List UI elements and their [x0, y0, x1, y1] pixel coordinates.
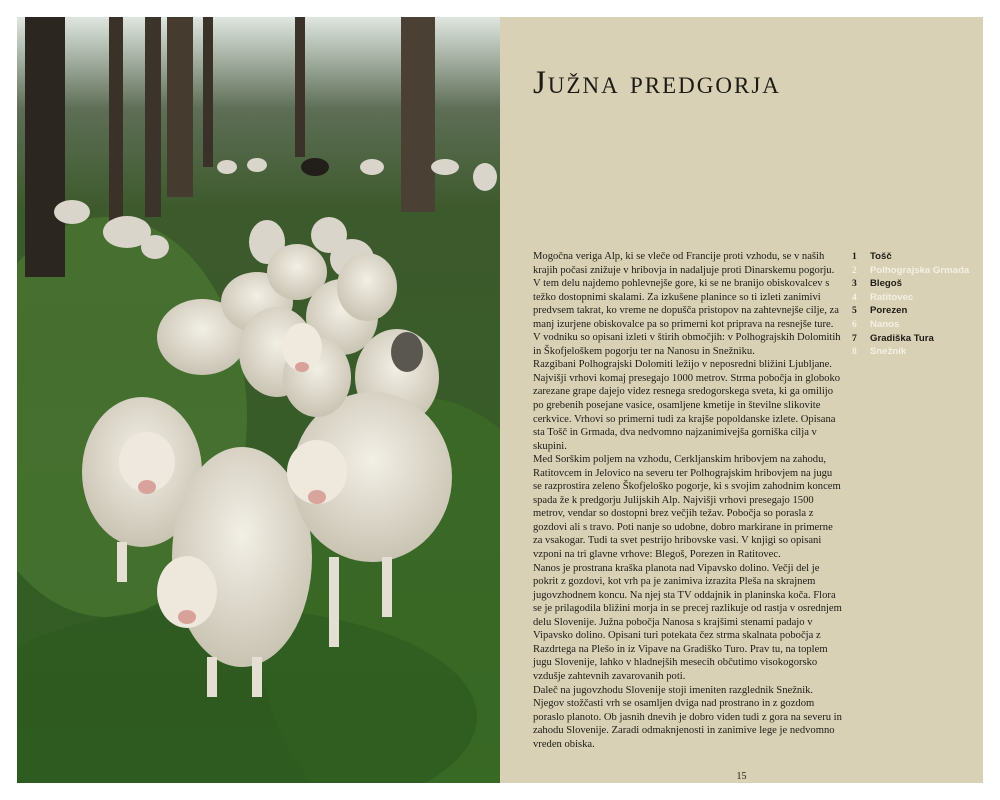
tour-item[interactable]: [852, 345, 977, 359]
text-panel: [500, 17, 983, 783]
tour-label: Gradiška Tura: [870, 332, 934, 344]
tour-label: Snežnik: [870, 346, 907, 358]
tour-item[interactable]: [852, 318, 977, 332]
tour-item[interactable]: [852, 250, 977, 264]
body-text: [533, 250, 843, 751]
body-paragraph: Razgibani Polhograjski Dolomiti ležijo v neposredni bližini Ljubljane. Najvišji vrhovi komaj presegajo 1000 metrov. Strma pobočja in globoko zarezane grape dajejo videz resnega sredogorskega sveta, ki ga omilijo po grebenih posejane vasice, osamljene kmetije in številne slikovite cerkvice. Vrhovi so primerni tudi za krajše popoldanske izlete. Opisana sta Tošč in Grmada, dva nedvomno najzanimivejša gorniška cilja v skupini.: [533, 359, 841, 452]
tour-label: Nanos: [870, 318, 900, 330]
tour-item[interactable]: [852, 277, 977, 291]
tour-label: Porezen: [870, 305, 908, 317]
tour-item[interactable]: [852, 332, 977, 346]
body-paragraph: Nanos je prostrana kraška planota nad Vipavsko dolino. Večji del je pokrit z gozdovi, kot vrh pa je zanimiva izrazita Pleša na skrajnem jugovzhodnem koncu. Na njej sta TV oddajnik in planinska koča. Flora se je prilagodila bližini morja in se precej razlikuje od rastja v osrednjem delu Slovenije. Južna pobočja Nanosa s krajšimi stenami padajo v Vipavsko dolino. Opisani turi potekata čez strma skalnata pobočja z Razdrtega na Plešo in iz Vipave na Gradiško Turo. Prav tu, na toplem jugu Slovenije, lahko v hladnejših mesecih občutimo visokogorsko vzdušje zahtevnih zavarovanih poti.: [533, 562, 842, 682]
tour-number: 6: [852, 318, 857, 330]
tour-number: 5: [852, 305, 857, 317]
body-paragraph: Daleč na jugovzhodu Slovenije stoji imeniten razglednik Snežnik. Njegov stožčasti vrh se osamljen dviga nad prostrano in z gozdom poraslo planoto. Ob jasnih dnevih je dobro viden tudi z gora na severu in zahodu Slovenije. Zaradi odmaknjenosti in zanimive lege je nedvomno vreden obiska.: [533, 684, 842, 750]
sheep-flock-illustration: [17, 17, 500, 783]
tour-label: Ratitovec: [870, 291, 914, 303]
sheep-photo: [17, 17, 500, 783]
tour-label: Tošč: [870, 251, 892, 262]
tour-number: 7: [852, 332, 857, 344]
tour-item[interactable]: [852, 304, 977, 318]
tour-list: [852, 250, 977, 359]
tour-number: 4: [852, 291, 857, 303]
body-paragraph: Med Sorškim poljem na vzhodu, Cerkljanskim hribovjem na zahodu, Ratitovcem in Jelovico na severu ter Polhograjskim hribovjem na jugu se razprostira zeleno Škofjeloško pogorje, ki s svojim zahodnim koncem spada že k predgorju Julijskih Alp. Najvišji vrhovi presegajo 1500 metrov, vendar so dostopni brez večjih težav. Pobočja so porasla z gozdovi ali s travo. Poti nanje so udobne, dobro markirane in primerne za vsakogar. Tudi ta svet pestrijo hribovske vasi. V knjigi so opisani vzponi na tri glavne vrhove: Blegoš, Porezen in Ratitovec.: [533, 454, 841, 561]
tour-label: Blegoš: [870, 278, 902, 290]
tour-label: Polhograjska Grmada: [870, 264, 970, 276]
tour-number: 3: [852, 278, 857, 290]
tour-item[interactable]: [852, 264, 977, 278]
tour-number: 2: [852, 264, 857, 276]
page-title: Južna predgorja: [533, 65, 781, 101]
tour-number: 1: [852, 251, 857, 262]
page-number: 15: [736, 771, 747, 782]
tour-item[interactable]: [852, 291, 977, 305]
body-paragraph: Mogočna veriga Alp, ki se vleče od Francije proti vzhodu, se v naših krajih počasi znižuje v hribovja in nadaljuje proti Dinarskemu pogorju. V tem delu najdemo pohlevnejše gore, ki se ne branijo obiskovalcev s težko dostopnimi skalami. Za izkušene planince so ti izleti zanimivi predvsem takrat, ko vreme ne dopušča pristopov na zahtevnejše cilje, za manj izurjene obiskovalce pa so primerni kot priprava na resnejše ture. V vodniku so opisani izleti v štirih območjih: v Polhograjskih Dolomitih in Škofjeloškem pogorju ter na Nanosu in Snežniku.: [533, 251, 841, 357]
tour-number: 8: [852, 346, 857, 358]
